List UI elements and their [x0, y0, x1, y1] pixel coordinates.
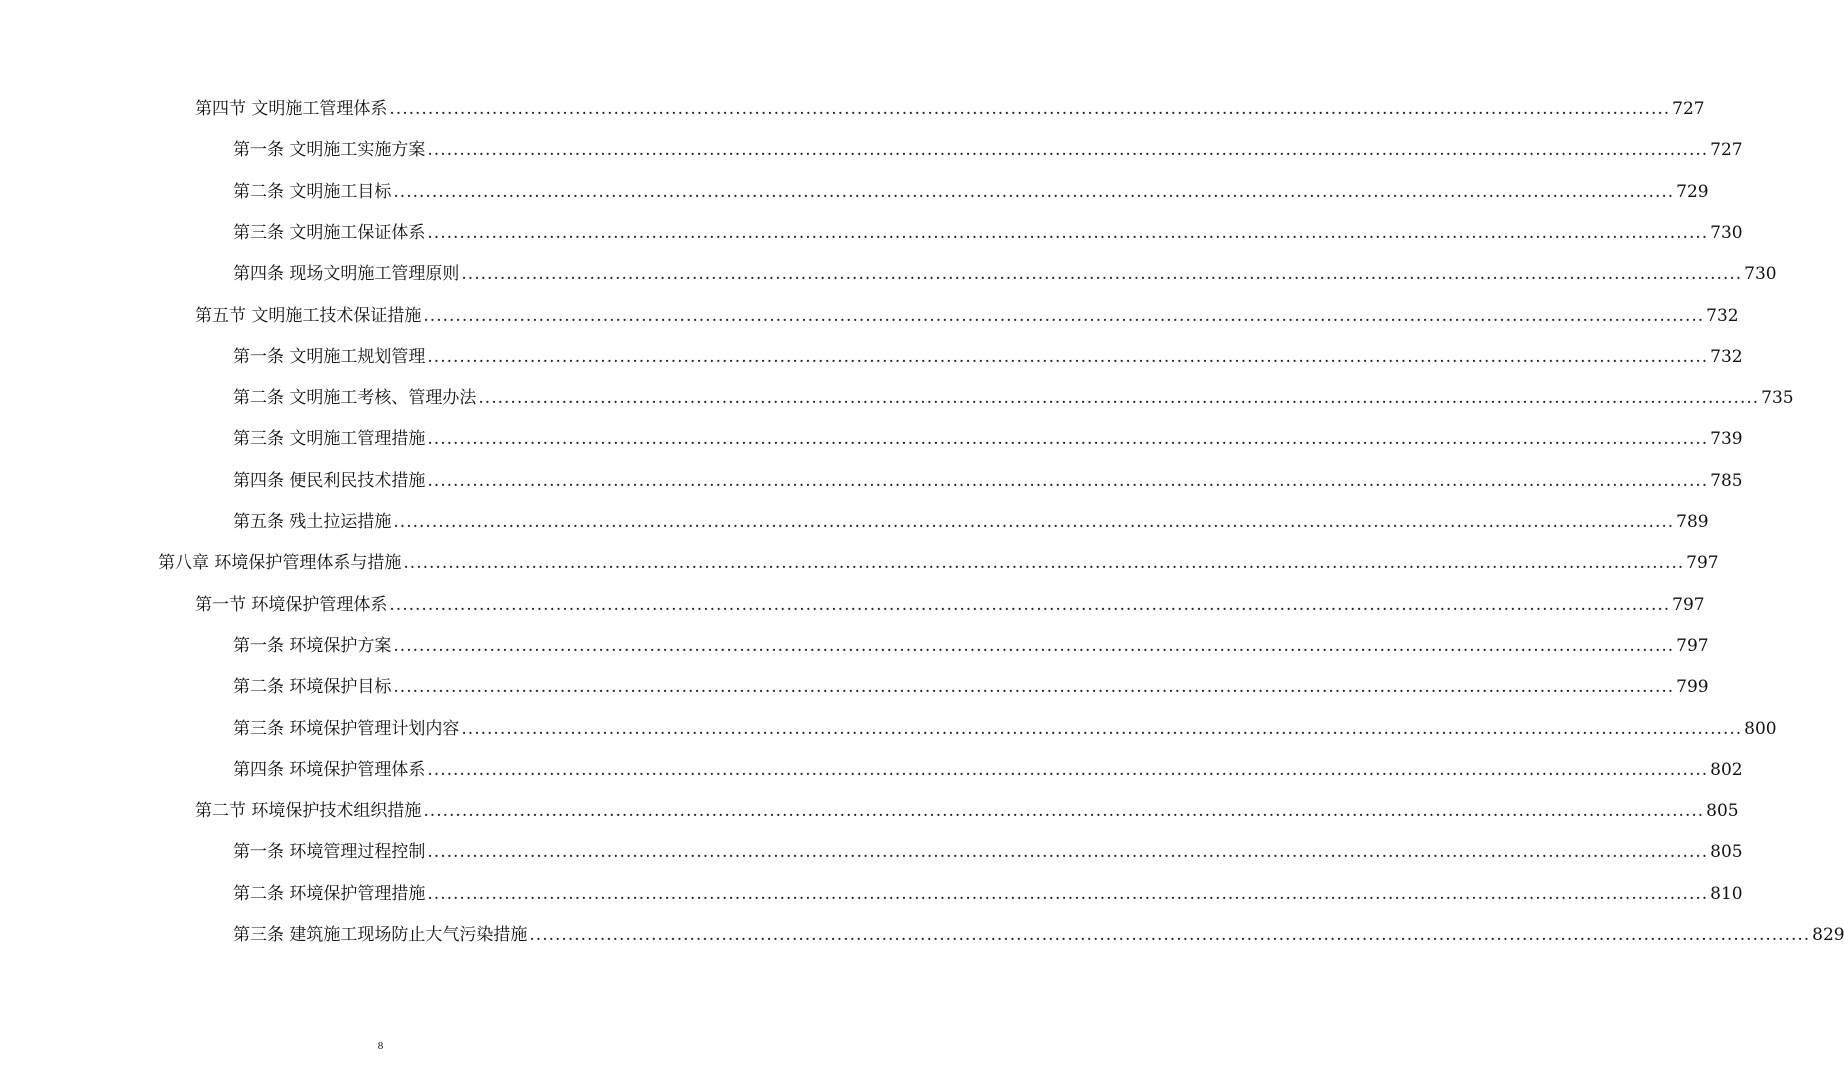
toc-entry[interactable]: [233, 214, 1743, 244]
toc-entry-title: 第八章 环境保护管理体系与措施: [158, 553, 402, 574]
toc-leader-dots: ........................................................................................................................................................................................................: [423, 801, 1705, 822]
toc-entry-title: 第五条 残土拉运措施: [233, 512, 392, 532]
toc-leader-dots: ........................................................................................................................................................................................................: [393, 181, 1675, 202]
toc-entry-title: 第二节 环境保护技术组织措施: [195, 801, 422, 822]
toc-entry-page: 829: [1812, 925, 1845, 945]
toc-entry[interactable]: [233, 255, 1777, 285]
toc-entry-page: 739: [1710, 429, 1743, 450]
toc-leader-dots: ........................................................................................................................................................................................................: [461, 264, 1743, 285]
toc-entry-title: 第二条 文明施工目标: [233, 181, 392, 202]
toc-entry-title: 第一条 环境管理过程控制: [233, 842, 426, 863]
toc-leader-dots: ........................................................................................................................................................................................................: [427, 222, 1709, 243]
toc-entry-page: 732: [1706, 305, 1739, 326]
toc-entry[interactable]: [233, 462, 1743, 492]
toc-entry[interactable]: [195, 90, 1705, 120]
toc-leader-dots: ........................................................................................................................................................................................................: [427, 346, 1709, 367]
toc-entry-page: 810: [1710, 883, 1743, 904]
toc-leader-dots: ........................................................................................................................................................................................................: [427, 429, 1709, 450]
toc-entry-page: 789: [1676, 512, 1709, 532]
toc-entry[interactable]: [233, 338, 1743, 368]
toc-leader-dots: ........................................................................................................................................................................................................: [393, 677, 1675, 698]
toc-entry-title: 第二条 文明施工考核、管理办法: [233, 388, 477, 409]
toc-entry[interactable]: [233, 710, 1777, 740]
toc-leader-dots: ........................................................................................................................................................................................................: [478, 388, 1760, 409]
toc-entry-page: 727: [1672, 99, 1705, 119]
toc-entry[interactable]: [195, 297, 1739, 327]
toc-entry-title: 第一条 环境保护方案: [233, 635, 392, 656]
toc-entry-title: 第四条 环境保护管理体系: [233, 759, 426, 780]
toc-entry-title: 第二条 环境保护管理措施: [233, 883, 426, 904]
toc-entry[interactable]: [233, 131, 1743, 161]
toc-leader-dots: ........................................................................................................................................................................................................: [427, 759, 1709, 780]
toc-entry-page: 805: [1706, 801, 1739, 822]
toc-entry-page: 730: [1710, 222, 1743, 243]
page-number: 8: [377, 1040, 384, 1052]
toc-entry[interactable]: [233, 833, 1743, 863]
toc-entry[interactable]: [233, 627, 1709, 657]
toc-entry-title: 第四节 文明施工管理体系: [195, 99, 388, 119]
toc-leader-dots: ........................................................................................................................................................................................................: [389, 99, 1671, 119]
toc-leader-dots: ........................................................................................................................................................................................................: [427, 470, 1709, 491]
toc-leader-dots: ........................................................................................................................................................................................................: [427, 842, 1709, 863]
toc-entry-page: 805: [1710, 842, 1743, 863]
toc-entry[interactable]: [195, 586, 1705, 616]
toc-leader-dots: ........................................................................................................................................................................................................: [427, 140, 1709, 161]
toc-leader-dots: ........................................................................................................................................................................................................: [403, 553, 1685, 574]
toc-entry-page: 785: [1710, 470, 1743, 491]
toc-leader-dots: ........................................................................................................................................................................................................: [389, 594, 1671, 615]
toc-entry-page: 800: [1744, 718, 1777, 739]
toc-entry-title: 第四条 便民利民技术措施: [233, 470, 426, 491]
toc-entry-page: 799: [1676, 677, 1709, 698]
toc-entry[interactable]: [233, 751, 1743, 781]
toc-entry[interactable]: [233, 875, 1743, 905]
toc-entry-page: 797: [1672, 594, 1705, 615]
toc-entry-title: 第三条 文明施工管理措施: [233, 429, 426, 450]
toc-entry-title: 第三条 建筑施工现场防止大气污染措施: [233, 925, 528, 945]
toc-leader-dots: ........................................................................................................................................................................................................: [393, 635, 1675, 656]
toc-entry-page: 802: [1710, 759, 1743, 780]
toc-entry-title: 第四条 现场文明施工管理原则: [233, 264, 460, 285]
toc-entry[interactable]: [233, 668, 1709, 698]
toc-entry-page: 727: [1710, 140, 1743, 161]
toc-entry[interactable]: [233, 379, 1794, 409]
toc-entry-page: 797: [1676, 635, 1709, 656]
toc-entry[interactable]: [158, 544, 1719, 574]
toc-entry-page: 797: [1686, 553, 1719, 574]
toc-entry[interactable]: [233, 503, 1709, 533]
toc-leader-dots: ........................................................................................................................................................................................................: [427, 883, 1709, 904]
toc-entry-title: 第三条 环境保护管理计划内容: [233, 718, 460, 739]
toc-entry-page: 729: [1676, 181, 1709, 202]
toc-entry-title: 第一条 文明施工规划管理: [233, 346, 426, 367]
toc-leader-dots: ........................................................................................................................................................................................................: [393, 512, 1675, 532]
toc-entry-title: 第五节 文明施工技术保证措施: [195, 305, 422, 326]
toc-entry-page: 732: [1710, 346, 1743, 367]
toc-entry-page: 730: [1744, 264, 1777, 285]
toc-entry[interactable]: [233, 173, 1709, 203]
toc-entry[interactable]: [233, 916, 1845, 946]
toc-entry-title: 第三条 文明施工保证体系: [233, 222, 426, 243]
toc-entry-page: 735: [1761, 388, 1794, 409]
toc-entry[interactable]: [195, 792, 1739, 822]
toc-leader-dots: ........................................................................................................................................................................................................: [461, 718, 1743, 739]
toc-entry-title: 第一条 文明施工实施方案: [233, 140, 426, 161]
toc-leader-dots: ........................................................................................................................................................................................................: [423, 305, 1705, 326]
toc-entry[interactable]: [233, 420, 1743, 450]
toc-leader-dots: ........................................................................................................................................................................................................: [529, 925, 1811, 945]
toc-entry-title: 第一节 环境保护管理体系: [195, 594, 388, 615]
toc-entry-title: 第二条 环境保护目标: [233, 677, 392, 698]
